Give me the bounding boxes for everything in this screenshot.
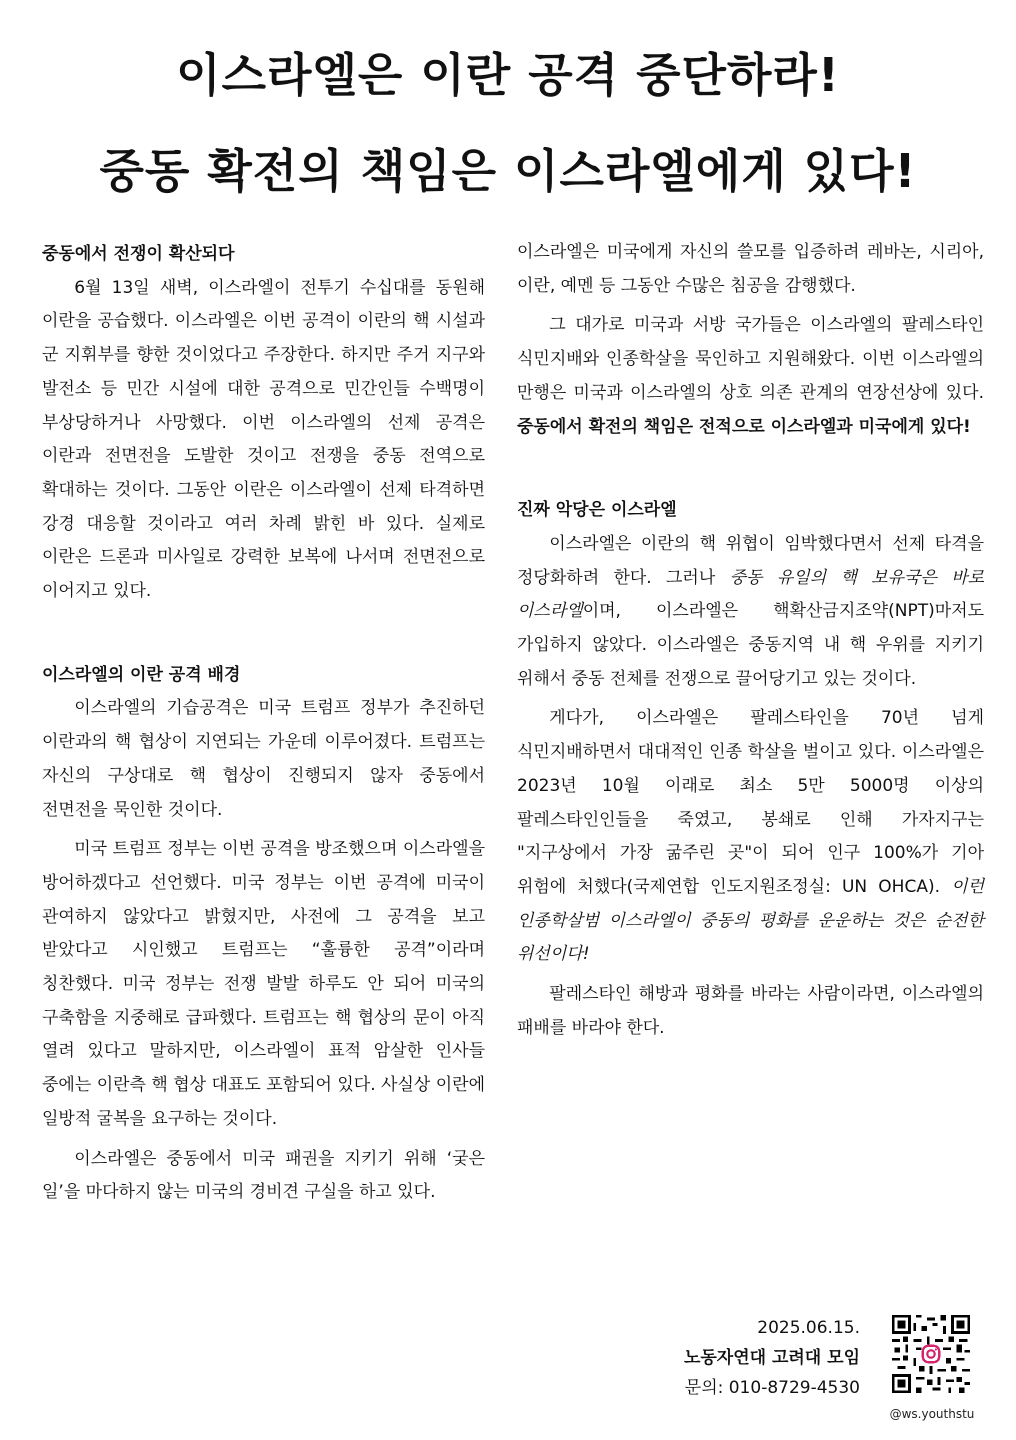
headline-line-2: 중동 확전의 책임은 이스라엘에게 있다! — [99, 144, 917, 198]
nuclear-text-a: 이스라엘은 이란의 핵 위협이 임박했다면서 선제 타격을 정당화하려 한다. 그러나 — [517, 533, 984, 588]
footer-organization: 노동자연대 고려대 모임 — [683, 1348, 860, 1368]
western-support-text: 그 대가로 미국과 서방 국가들은 이스라엘의 팔레스타인 식민지배와 인종학살을 묵인하고 지원해왔다. 이번 이스라엘의 만행은 미국과 이스라엘의 상호 의존 관계의 연장선상에 있다. — [517, 315, 984, 403]
paragraph-conclusion: 팔레스타인 해방과 평화를 바라는 사람이라면, 이스라엘의 패배를 바라야 한다. — [517, 984, 984, 1038]
headline-line-1: 이스라엘은 이란 공격 중단하라! — [176, 48, 840, 102]
paragraph-attack-background-2: 미국 트럼프 정부는 이번 공격을 방조했으며 이스라엘을 방어하겠다고 선언했다. 미국 정부는 이번 공격에 미국이 관여하지 않았다고 밝혔지만, 사전에 그 공격을 보고 받았다고 시인했고 트럼프는 “훌륭한 공격”이라며 칭찬했다. 미국 정부는 전쟁 발발 하루도 안 되어 미국의 구축함을 지중해로 급파했다. 트럼프는 핵 협상의 문이 아직 열려 있다고 말하지만, 이스라엘이 표적 암살한 인사들 중에는 이란측 핵 협상 대표도 포함되어 있다. 사실상 이란에 일방적 굴복을 요구하는 것이다. — [42, 839, 485, 1129]
paragraph-nuclear-threat — [517, 528, 984, 697]
paragraph-western-support — [517, 309, 984, 444]
nuclear-text-c: 이며, 이스라엘은 핵확산금지조약(NPT)마저도 가입하지 않았다. 이스라엘은 중동지역 내 핵 우위를 지키기 위해서 중동 전체를 전쟁으로 끌어당기고 있는 것이다. — [517, 601, 984, 689]
section-heading-war-spreads: 중동에서 전쟁이 확산되다 — [42, 244, 235, 264]
nuclear-emphasis: 중동 유일의 핵 보유국은 바로 이스라엘 — [517, 567, 984, 622]
section-heading-real-villain: 진짜 악당은 이스라엘 — [517, 500, 677, 521]
paragraph-attack-background-1: 이스라엘의 기습공격은 미국 트럼프 정부가 추진하던 이란과의 핵 협상이 지연되는 가운데 이루어졌다. 트럼프는 자신의 구상대로 핵 협상이 진행되지 않자 중동에서 전면전을 묵인한 것이다. — [42, 698, 485, 820]
right-column — [517, 236, 984, 1045]
paragraph-attack-background-3: 이스라엘은 중동에서 미국 패권을 지키기 위해 ‘궂은 일’을 마다하지 않는 미국의 경비견 구실을 하고 있다. — [42, 1148, 485, 1203]
responsibility-emphasis: 중동에서 확전의 책임은 전적으로 이스라엘과 미국에게 있다! — [517, 416, 971, 437]
left-column — [42, 238, 485, 1210]
qr-code-icon[interactable] — [892, 1315, 970, 1393]
section-heading-attack-background: 이스라엘의 이란 공격 배경 — [42, 664, 241, 685]
instagram-handle: @ws.youthstu — [889, 1407, 975, 1421]
footer-date: 2025.06.15. — [757, 1318, 860, 1338]
paragraph-invasions: 이스라엘은 미국에게 자신의 쓸모를 입증하려 레바논, 시리아, 이란, 예멘 등 그동안 수많은 침공을 감행했다. — [517, 242, 984, 296]
paragraph-war-spreads: 6월 13일 새벽, 이스라엘이 전투기 수십대를 동원해 이란을 공습했다. 이스라엘은 이번 공격이 이란의 핵 시설과 군 지휘부를 향한 것이었다고 주장한다. 하지만 주거 지구와 발전소 등 민간 시설에 대한 공격으로 민간인들 수백명이 부상당하거나 사망했다. 이번 이스라엘의 선제 공격은 이란과 전면전을 도발한 것이고 전쟁을 중동 전역으로 확대하는 것이다. 그동안 이란은 이스라엘이 선제 타격하면 강경 대응할 것이라고 여러 차례 밝힌 바 있다. 실제로 이란은 드론과 미사일로 강력한 보복에 나서며 전면전으로 이어지고 있다. — [42, 277, 485, 602]
paragraph-genocide — [517, 702, 984, 972]
hypocrisy-emphasis: 이런 인종학살범 이스라엘이 중동의 평화를 운운하는 것은 순전한 위선이다! — [517, 876, 984, 965]
footer-contact: 문의: 010-8729-4530 — [684, 1378, 860, 1398]
genocide-text: 게다가, 이스라엘은 팔레스타인을 70년 넘게 식민지배하면서 대대적인 인종 학살을 벌이고 있다. 이스라엘은 2023년 10월 이래로 최소 5만 5000명 이상의 팔레스타인인들을 죽였고, 봉쇄로 인해 가자지구는 "지구상에서 가장 굶주린 곳"이 되어 인구 100%가 기아 위험에 처했다(국제연합 인도지원조정실: UN OHCA). — [517, 708, 984, 897]
